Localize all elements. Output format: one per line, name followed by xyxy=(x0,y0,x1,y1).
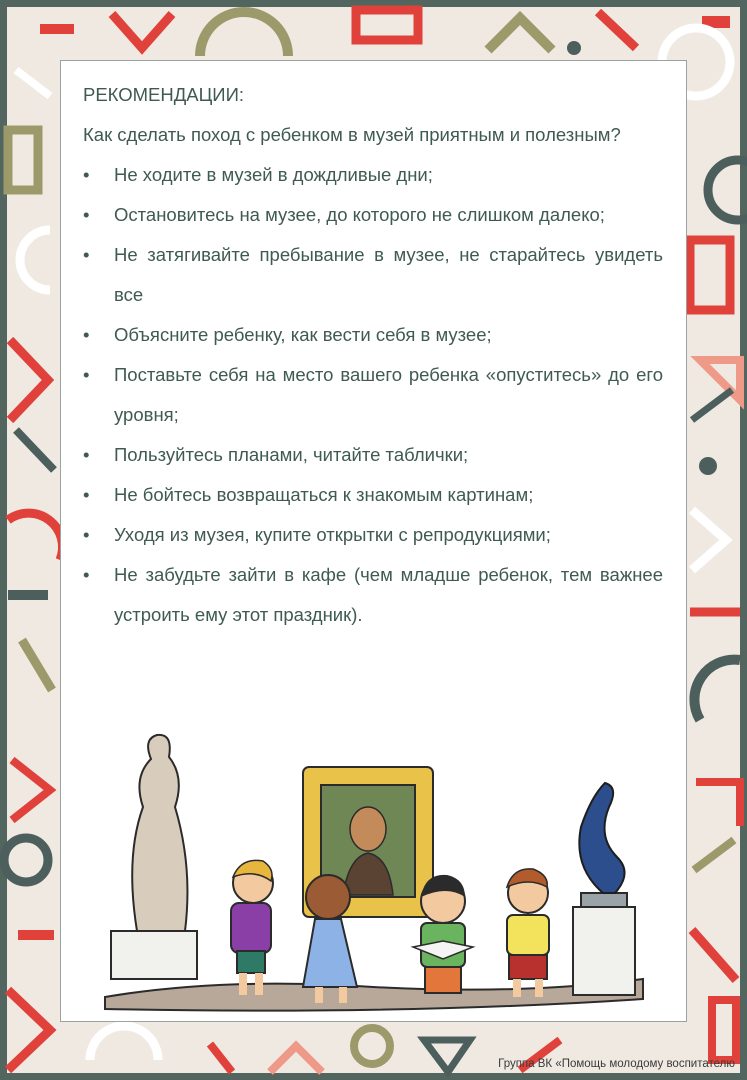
list-item xyxy=(83,355,663,435)
intro-question: Как сделать поход с ребенком в музей приятным и полезным? xyxy=(83,124,621,145)
bullet-icon: • xyxy=(83,564,90,585)
bullet-icon: • xyxy=(83,204,90,225)
statue-icon xyxy=(111,735,197,979)
list-item xyxy=(83,475,663,515)
child-blue-dress xyxy=(303,875,357,1003)
list-item xyxy=(83,195,663,235)
bullet-icon: • xyxy=(83,244,90,265)
recommendations-text xyxy=(83,75,663,635)
list-item-text: Не затягивайте пребывание в музее, не старайтесь увидеть все xyxy=(114,244,663,305)
list-item xyxy=(83,235,663,315)
list-item-text: Объясните ребенку, как вести себя в музее; xyxy=(114,324,492,345)
bullet-icon: • xyxy=(83,484,90,505)
child-purple-shirt xyxy=(231,860,273,995)
list-item-text: Уходя из музея, купите открытки с репродукциями; xyxy=(114,524,551,545)
list-item-text: Поставьте себя на место вашего ребенка «опуститесь» до его уровня; xyxy=(114,364,663,425)
bullet-icon: • xyxy=(83,164,90,185)
list-item xyxy=(83,315,663,355)
bullet-icon: • xyxy=(83,524,90,545)
footer-credit: Группа ВК «Помощь молодому воспитателю xyxy=(498,1058,735,1070)
sculpture-icon xyxy=(573,783,635,995)
museum-children-illustration xyxy=(103,697,648,1017)
list-item-text: Не ходите в музей в дождливые дни; xyxy=(114,164,433,185)
child-with-book xyxy=(413,875,473,993)
list-item-text: Остановитесь на музее, до которого не слишком далеко; xyxy=(114,204,605,225)
list-item-text: Не забудьте зайти в кафе (чем младше ребенок, тем важнее устроить ему этот праздник). xyxy=(114,564,663,625)
bullet-icon: • xyxy=(83,364,90,385)
list-item xyxy=(83,515,663,555)
child-yellow-shirt xyxy=(507,869,549,997)
bullet-icon: • xyxy=(83,324,90,345)
list-item-text: Пользуйтесь планами, читайте таблички; xyxy=(114,444,469,465)
heading: РЕКОМЕНДАЦИИ: xyxy=(83,84,245,105)
recommendations-list xyxy=(83,155,663,635)
list-item xyxy=(83,155,663,195)
list-item xyxy=(83,555,663,635)
recommendations-card xyxy=(60,60,687,1022)
list-item xyxy=(83,435,663,475)
bullet-icon: • xyxy=(83,444,90,465)
list-item-text: Не бойтесь возвращаться к знакомым картинам; xyxy=(114,484,534,505)
